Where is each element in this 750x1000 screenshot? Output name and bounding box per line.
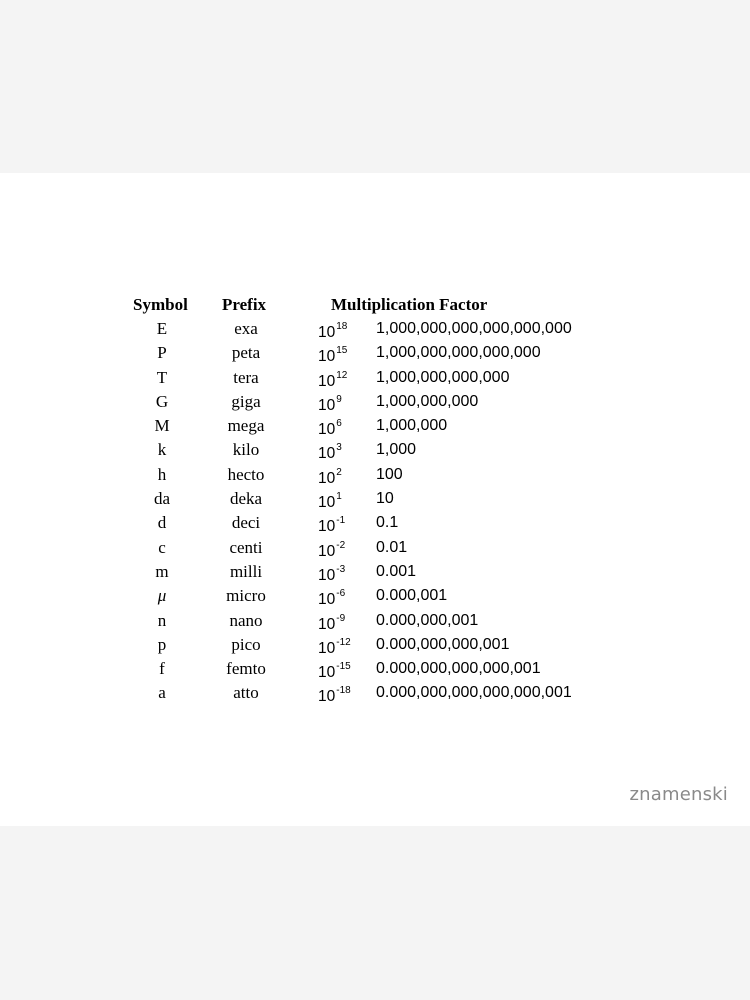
power-exponent: 15: [336, 345, 348, 357]
image-panel: [0, 173, 750, 826]
power-exponent: 3: [336, 442, 342, 454]
cell-symbol: h: [157, 464, 167, 484]
power-exponent: 6: [336, 418, 342, 430]
table-row: [0, 438, 750, 462]
table-row: [0, 560, 750, 584]
cell-symbol: a: [158, 683, 166, 703]
power-exponent: 1: [336, 491, 342, 503]
cell-prefix: centi: [229, 537, 263, 557]
cell-symbol: da: [153, 489, 171, 509]
power-exponent: 9: [336, 393, 342, 405]
cell-symbol: p: [157, 634, 167, 654]
cell-value: 10: [376, 490, 394, 508]
cell-prefix: mega: [227, 416, 265, 436]
power-exponent: 18: [336, 321, 348, 332]
power-base: 10: [318, 372, 336, 390]
cell-symbol: T: [156, 367, 168, 387]
cell-value: 1,000,000,000: [376, 392, 479, 410]
cell-symbol: f: [159, 659, 165, 679]
cell-symbol: μ: [157, 586, 167, 606]
power-base: 10: [318, 615, 336, 633]
power-exponent: -6: [336, 588, 346, 600]
power-exponent: -1: [336, 515, 346, 527]
cell-prefix: femto: [226, 659, 266, 679]
table-row: [0, 390, 750, 414]
cell-prefix: pico: [231, 634, 261, 654]
table-row: [0, 366, 750, 390]
cell-prefix: hecto: [227, 464, 265, 484]
cell-symbol: M: [154, 416, 170, 436]
cell-value: 1,000,000,000,000: [376, 368, 510, 386]
cell-value: 1,000,000,000,000,000: [376, 344, 541, 362]
power-base: 10: [318, 469, 336, 487]
cell-prefix: micro: [226, 586, 266, 606]
power-exponent: 2: [336, 466, 342, 478]
cell-prefix: kilo: [232, 440, 260, 460]
cell-value: 0.01: [376, 538, 408, 556]
cell-value: 0.000,000,000,000,001: [376, 660, 541, 678]
cell-value: 0.000,000,000,000,000,001: [376, 684, 572, 702]
table-row: [0, 317, 750, 341]
cell-symbol: G: [155, 391, 169, 411]
cell-value: 1,000: [376, 441, 417, 459]
power-exponent: 12: [336, 369, 348, 381]
cell-prefix: milli: [229, 561, 263, 581]
power-base: 10: [318, 640, 336, 658]
table-row: [0, 414, 750, 438]
power-base: 10: [318, 421, 336, 439]
table-row: [0, 511, 750, 535]
power-base: 10: [318, 664, 336, 682]
cell-symbol: E: [156, 319, 168, 338]
power-base: 10: [318, 518, 336, 536]
table-row: [0, 681, 750, 705]
cell-prefix: peta: [231, 343, 261, 363]
cell-value: 0.1: [376, 514, 399, 532]
cell-value: 0.000,000,000,001: [376, 635, 510, 653]
table-row: [0, 487, 750, 511]
table-row: [0, 536, 750, 560]
header-prefix: Prefix: [222, 295, 267, 314]
watermark: znamenski: [629, 784, 728, 805]
table-row: [0, 633, 750, 657]
table-row: [0, 609, 750, 633]
power-base: 10: [318, 445, 336, 463]
power-exponent: -12: [336, 636, 351, 648]
cell-value: 1,000,000: [376, 417, 448, 435]
cell-prefix: deka: [229, 489, 263, 509]
cell-power: [318, 681, 351, 709]
table-row: [0, 463, 750, 487]
cell-prefix: nano: [229, 610, 263, 630]
cell-prefix: atto: [233, 683, 259, 703]
power-exponent: -3: [336, 563, 346, 575]
cell-value: 0.001: [376, 562, 417, 580]
power-exponent: -15: [336, 661, 351, 673]
table-row: [0, 341, 750, 365]
cell-prefix: giga: [231, 391, 261, 411]
cell-symbol: c: [158, 537, 166, 557]
cell-prefix: exa: [234, 319, 258, 338]
power-exponent: -2: [336, 539, 346, 551]
cell-symbol: d: [157, 513, 167, 533]
power-exponent: -18: [336, 685, 351, 697]
cell-value: 100: [376, 465, 403, 483]
cell-value: 0.000,001: [376, 587, 448, 605]
power-base: 10: [318, 591, 336, 609]
table-row: [0, 584, 750, 608]
cell-symbol: n: [157, 610, 167, 630]
cell-value: 1,000,000,000,000,000,000: [376, 320, 572, 337]
cell-symbol: k: [157, 440, 167, 460]
power-exponent: -9: [336, 612, 346, 624]
cell-prefix: tera: [233, 367, 259, 387]
header-symbol: Symbol: [133, 295, 188, 314]
header-multiplication-factor: Multiplication Factor: [331, 295, 488, 314]
power-base: 10: [318, 397, 336, 415]
power-base: 10: [318, 348, 336, 366]
cell-symbol: m: [155, 561, 169, 581]
power-base: 10: [318, 494, 336, 512]
power-base: 10: [318, 688, 336, 706]
cell-value: 0.000,000,001: [376, 611, 479, 629]
cell-prefix: deci: [231, 513, 261, 533]
table-row: [0, 657, 750, 681]
power-base: 10: [318, 542, 336, 560]
cell-symbol: P: [157, 343, 167, 363]
power-base: 10: [318, 567, 336, 585]
table-rows: [0, 317, 750, 706]
power-base: 10: [318, 324, 336, 342]
